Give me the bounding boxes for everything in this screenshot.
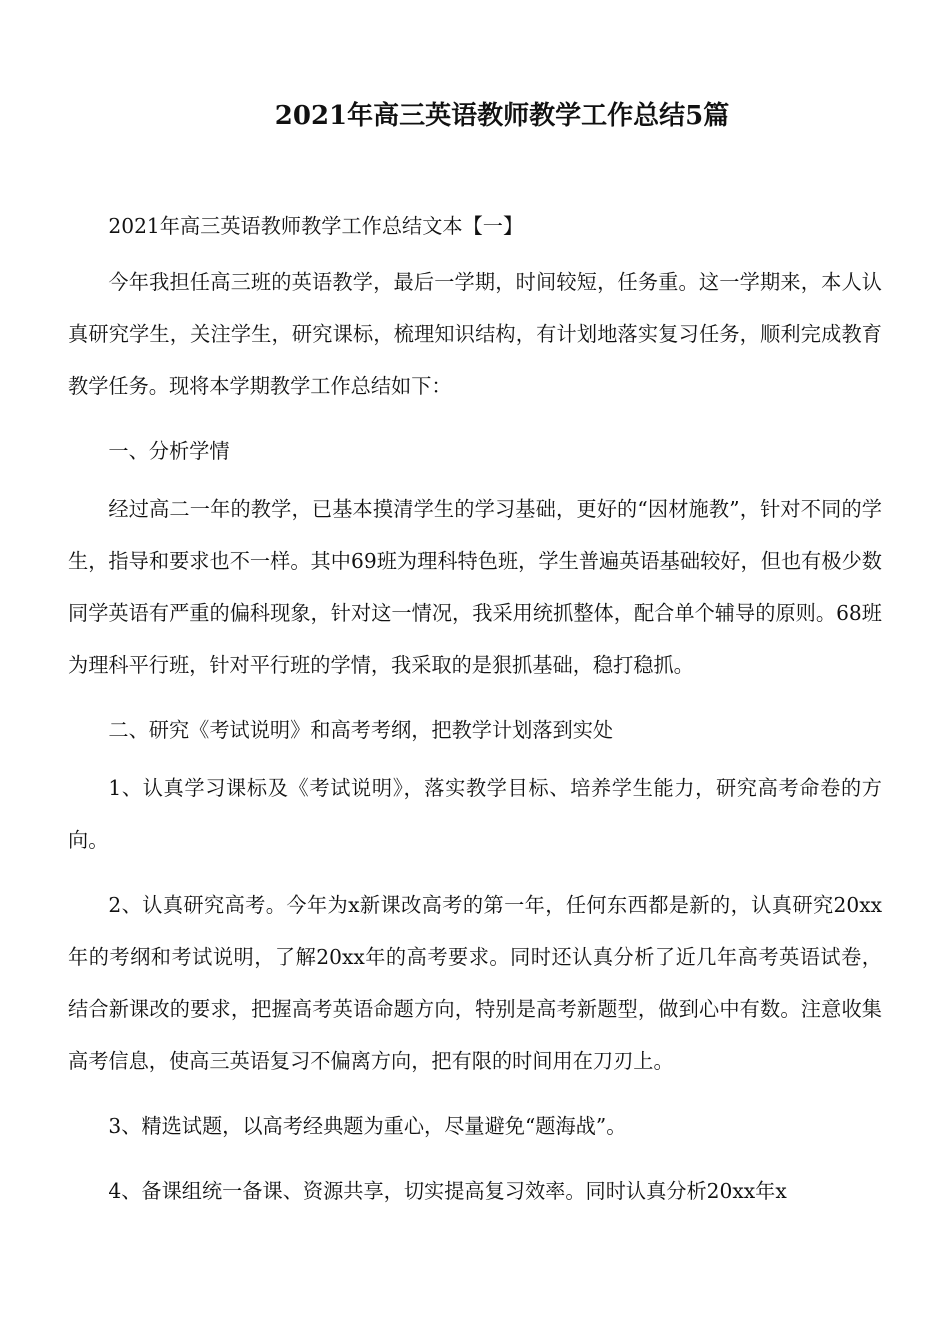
paragraph-intro: 今年我担任高三班的英语教学，最后一学期，时间较短，任务重。这一学期来，本人认真研究学生，关注学生，研究课标，梳理知识结构，有计划地落实复习任务，顺利完成教育教学任务。现将本学期教学工作总结如下： (68, 270, 882, 398)
section-heading-one: 2021年高三英语教师教学工作总结文本【一】 (108, 214, 524, 238)
document-title: 2021年高三英语教师教学工作总结5篇 (274, 101, 730, 131)
paragraph-item-3: 3、精选试题，以高考经典题为重心，尽量避免“题海战”。 (108, 1114, 627, 1138)
subheading-research: 二、研究《考试说明》和高考考纲，把教学计划落到实处 (108, 718, 614, 742)
paragraph-item-1: 1、认真学习课标及《考试说明》，落实教学目标、培养学生能力，研究高考命卷的方向。 (68, 776, 882, 852)
subheading-analysis: 一、分析学情 (108, 439, 230, 463)
paragraph-item-4: 4、备课组统一备课、资源共享，切实提高复习效率。同时认真分析20xx年x (108, 1179, 787, 1203)
document-body (68, 200, 882, 1230)
paragraph-analysis: 经过高二一年的教学，已基本摸清学生的学习基础，更好的“因材施教”，针对不同的学生，指导和要求也不一样。其中69班为理科特色班，学生普遍英语基础较好，但也有极少数同学英语有严重的偏科现象，针对这一情况，我采用统抓整体，配合单个辅导的原则。68班为理科平行班，针对平行班的学情，我采取的是狠抓基础，稳打稳抓。 (68, 497, 882, 677)
paragraph-item-2: 2、认真研究高考。今年为x新课改高考的第一年，任何东西都是新的，认真研究20xx年的考纲和考试说明，了解20xx年的高考要求。同时还认真分析了近几年高考英语试卷，结合新课改的要求，把握高考英语命题方向，特别是高考新题型，做到心中有数。注意收集高考信息，使高三英语复习不偏离方向，把有限的时间用在刀刃上。 (68, 893, 882, 1073)
